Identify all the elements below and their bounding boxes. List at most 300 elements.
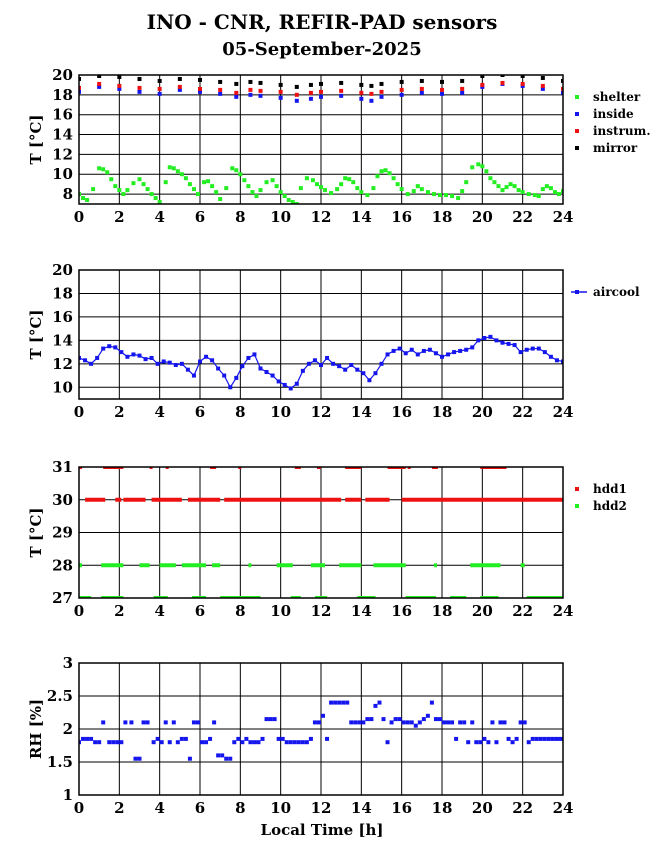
data-point [505,185,509,189]
data-point [460,189,464,193]
data-segment [402,498,563,502]
data-point [339,81,343,85]
x-tick-label: 12 [310,403,332,421]
data-point [150,356,154,360]
x-tick-label: 8 [235,208,246,226]
y-axis-label: T [°C] [27,309,45,360]
x-tick-label: 8 [235,602,246,620]
data-point [97,166,101,170]
data-point [494,740,498,744]
data-point [549,186,553,190]
x-tick-label: 22 [512,602,534,620]
y-tick-label: 31 [52,458,73,476]
data-point [121,192,125,196]
data-point [311,178,315,182]
data-point [319,82,323,86]
data-point [543,350,547,354]
data-point [369,84,373,88]
data-point [422,717,426,721]
data-point [509,182,513,186]
data-point [319,90,323,94]
data-point [125,355,129,359]
data-point [172,720,176,724]
data-segment [434,563,437,567]
data-point [246,184,250,188]
data-segment [248,563,251,567]
data-point [123,720,127,724]
data-point [458,349,462,353]
y-tick-label: 14 [52,125,73,144]
data-point [93,740,97,744]
data-point [158,79,162,83]
data-point [335,187,339,191]
data-point [313,720,317,724]
data-point [406,192,410,196]
data-point [297,740,301,744]
data-point [438,193,442,197]
data-point [129,720,133,724]
data-point [113,184,117,188]
x-tick-label: 4 [154,602,165,620]
x-tick-label: 6 [194,602,206,620]
data-point [333,701,337,705]
data-point [295,85,299,89]
data-segment [152,498,182,502]
x-tick-label: 14 [350,403,372,421]
data-point [188,757,192,761]
data-point [115,740,119,744]
data-point [440,80,444,84]
data-point [309,83,313,87]
data-point [254,194,258,198]
data-point [204,740,208,744]
chart-title: INO - CNR, REFIR-PAD sensors [146,10,498,34]
data-point [252,740,256,744]
x-tick-label: 24 [552,602,574,620]
y-tick-label: 20 [52,66,73,84]
data-point [131,181,135,185]
data-point [349,720,353,724]
data-point [488,176,492,180]
x-tick-label: 10 [270,208,292,226]
data-point [434,717,438,721]
data-point [555,737,559,741]
data-segment [85,498,105,502]
data-point [85,737,89,741]
data-point [420,187,424,191]
legend-swatch [575,487,579,491]
data-point [319,185,323,189]
data-point [150,192,154,196]
data-point [224,186,228,190]
data-point [279,96,283,100]
data-point [323,188,327,192]
panel-3 [27,458,627,620]
data-point [470,345,474,349]
data-point [230,166,234,170]
data-point [117,188,121,192]
data-segment [345,498,361,502]
data-point [319,363,323,367]
data-point [351,180,355,184]
data-point [154,196,158,200]
data-point [234,376,238,380]
data-point [138,177,142,181]
chart-subtitle: 05-September-2025 [222,39,422,60]
y-tick-label: 14 [52,331,73,350]
data-point [218,92,222,96]
y-tick-label: 20 [52,261,73,279]
data-segment [123,498,145,502]
x-tick-label: 4 [154,403,165,421]
data-point [138,757,142,761]
data-point [420,87,424,91]
data-point [218,197,222,201]
data-point [299,186,303,190]
data-point [174,363,178,367]
data-point [178,85,182,89]
data-point [416,184,420,188]
data-point [426,190,430,194]
data-point [537,194,541,198]
data-point [279,190,283,194]
data-point [553,190,557,194]
data-point [250,190,254,194]
data-point [210,358,214,362]
data-point [305,740,309,744]
data-point [222,374,226,378]
data-point [91,187,95,191]
x-tick-label: 18 [431,799,453,817]
data-point [341,701,345,705]
x-tick-label: 6 [194,799,206,817]
data-point [400,88,404,92]
data-segment [182,563,206,567]
data-point [442,720,446,724]
data-point [406,720,410,724]
y-tick-label: 2.5 [46,687,73,705]
data-point [176,740,180,744]
data-point [430,701,434,705]
data-point [382,717,386,721]
data-point [85,198,89,202]
data-point [464,180,468,184]
x-tick-label: 2 [114,602,125,620]
panel-4 [27,654,573,817]
x-tick-label: 12 [310,208,332,226]
data-point [400,93,404,97]
data-point [454,737,458,741]
x-tick-label: 24 [552,208,574,226]
data-point [281,737,285,741]
data-point [412,189,416,193]
data-point [484,169,488,173]
data-point [301,740,305,744]
data-point [172,166,176,170]
data-point [196,720,200,724]
data-segment [160,563,176,567]
data-point [89,362,93,366]
data-point [373,371,377,375]
data-point [214,190,218,194]
data-point [236,737,240,741]
data-point [357,720,361,724]
x-tick-label: 2 [114,799,125,817]
legend-label: instrum. [593,124,651,138]
data-point [519,720,523,724]
data-point [248,93,252,97]
data-point [517,188,521,192]
data-point [390,720,394,724]
data-point [339,89,343,93]
data-point [386,352,390,356]
data-point [422,349,426,353]
x-tick-label: 22 [512,208,534,226]
data-point [295,93,299,97]
y-axis-label: T [°C] [27,114,45,165]
data-point [158,87,162,91]
x-tick-label: 8 [235,403,246,421]
data-point [210,184,214,188]
data-point [131,352,135,356]
data-point [192,187,196,191]
data-point [295,382,299,386]
data-point [476,162,480,166]
data-point [248,88,252,92]
plot-area [77,701,563,761]
data-point [293,740,297,744]
data-point [198,78,202,82]
data-point [486,740,490,744]
data-point [107,740,111,744]
data-point [261,737,265,741]
data-point [547,737,551,741]
data-point [283,194,287,198]
data-point [345,701,349,705]
x-tick-label: 0 [73,602,85,620]
data-point [248,80,252,84]
data-point [212,720,216,724]
data-point [265,370,269,374]
data-point [410,348,414,352]
y-tick-label: 10 [52,378,73,397]
data-point [440,92,444,96]
data-point [513,184,517,188]
data-point [492,180,496,184]
data-point [474,740,478,744]
data-point [531,347,535,351]
data-point [275,184,279,188]
data-point [386,740,390,744]
data-point [460,79,464,83]
y-tick-label: 1 [62,786,73,804]
data-point [388,171,392,175]
data-point [549,355,553,359]
data-point [273,717,277,721]
data-point [119,350,123,354]
data-point [402,720,406,724]
data-point [244,737,248,741]
data-point [359,83,363,87]
legend-label: hdd1 [593,482,627,496]
x-tick-label: 0 [73,403,85,421]
x-tick-label: 16 [391,799,413,817]
x-tick-label: 10 [270,799,292,817]
data-point [125,188,129,192]
data-point [259,188,263,192]
data-point [309,737,313,741]
legend-label: hdd2 [593,499,627,513]
x-tick-label: 4 [154,208,165,226]
data-point [277,379,281,383]
data-point [196,192,200,196]
data-point [446,720,450,724]
data-point [533,193,537,197]
data-point [200,740,204,744]
data-point [400,80,404,84]
x-tick-label: 6 [194,208,206,226]
data-point [146,720,150,724]
data-point [168,165,172,169]
data-point [478,740,482,744]
data-point [279,83,283,87]
data-point [501,341,505,345]
data-point [180,362,184,366]
x-tick-label: 16 [391,403,413,421]
data-point [380,82,384,86]
data-point [380,169,384,173]
y-tick-label: 12 [52,145,73,164]
data-point [178,77,182,81]
data-point [259,81,263,85]
data-point [105,170,109,174]
data-point [202,180,206,184]
data-point [507,342,511,346]
data-point [218,88,222,92]
x-tick-label: 24 [552,799,574,817]
data-point [138,77,142,81]
data-point [511,740,515,744]
data-point [355,186,359,190]
x-tick-label: 6 [194,403,206,421]
data-point [507,737,511,741]
data-point [248,740,252,744]
y-tick-label: 29 [52,523,73,542]
data-point [343,176,347,180]
data-point [184,176,188,180]
legend-swatch [575,146,579,150]
data-point [545,184,549,188]
data-point [460,87,464,91]
data-point [446,352,450,356]
y-tick-label: 16 [52,105,73,124]
data-point [515,737,519,741]
data-point [117,84,121,88]
data-point [380,90,384,94]
data-point [339,94,343,98]
data-point [359,97,363,101]
x-tick-label: 0 [73,208,85,226]
data-point [541,76,545,80]
data-point [444,193,448,197]
data-point [476,338,480,342]
data-point [339,182,343,186]
data-point [158,92,162,96]
data-point [329,701,333,705]
legend-swatch [575,112,579,116]
data-point [359,190,363,194]
data-point [107,344,111,348]
data-point [337,364,341,368]
data-point [541,84,545,88]
data-point [152,740,156,744]
panels [27,66,651,817]
data-point [527,192,531,196]
data-point [416,352,420,356]
y-tick-label: 18 [52,85,73,104]
data-point [440,88,444,92]
data-point [234,168,238,172]
y-tick-label: 3 [62,654,73,672]
data-point [543,737,547,741]
y-axis-label: RH [%] [27,698,45,760]
data-point [521,190,525,194]
data-point [321,714,325,718]
data-point [470,165,474,169]
data-point [464,348,468,352]
x-axis-label: Local Time [h] [260,821,384,839]
data-point [119,740,123,744]
data-point [384,168,388,172]
x-tick-label: 18 [431,602,453,620]
data-point [283,383,287,387]
data-point [265,180,269,184]
data-point [216,367,220,371]
data-point [180,172,184,176]
data-point [277,737,281,741]
legend-swatch [575,504,579,508]
x-tick-label: 22 [512,799,534,817]
data-point [398,347,402,351]
data-point [295,99,299,103]
data-point [501,188,505,192]
data-point [271,374,275,378]
data-point [160,740,164,744]
data-point [305,176,309,180]
data-point [359,91,363,95]
x-tick-label: 14 [350,602,372,620]
data-point [138,86,142,90]
x-tick-label: 14 [350,208,372,226]
data-segment [115,498,121,502]
data-point [198,87,202,91]
data-point [394,717,398,721]
data-point [551,737,555,741]
data-point [373,704,377,708]
legend-swatch [575,290,579,294]
data-point [432,192,436,196]
data-point [501,81,505,85]
data-point [557,192,561,196]
data-point [265,717,269,721]
data-point [371,186,375,190]
data-point [456,196,460,200]
data-point [113,345,117,349]
data-point [162,359,166,363]
data-point [539,737,543,741]
data-point [180,737,184,741]
data-point [347,177,351,181]
